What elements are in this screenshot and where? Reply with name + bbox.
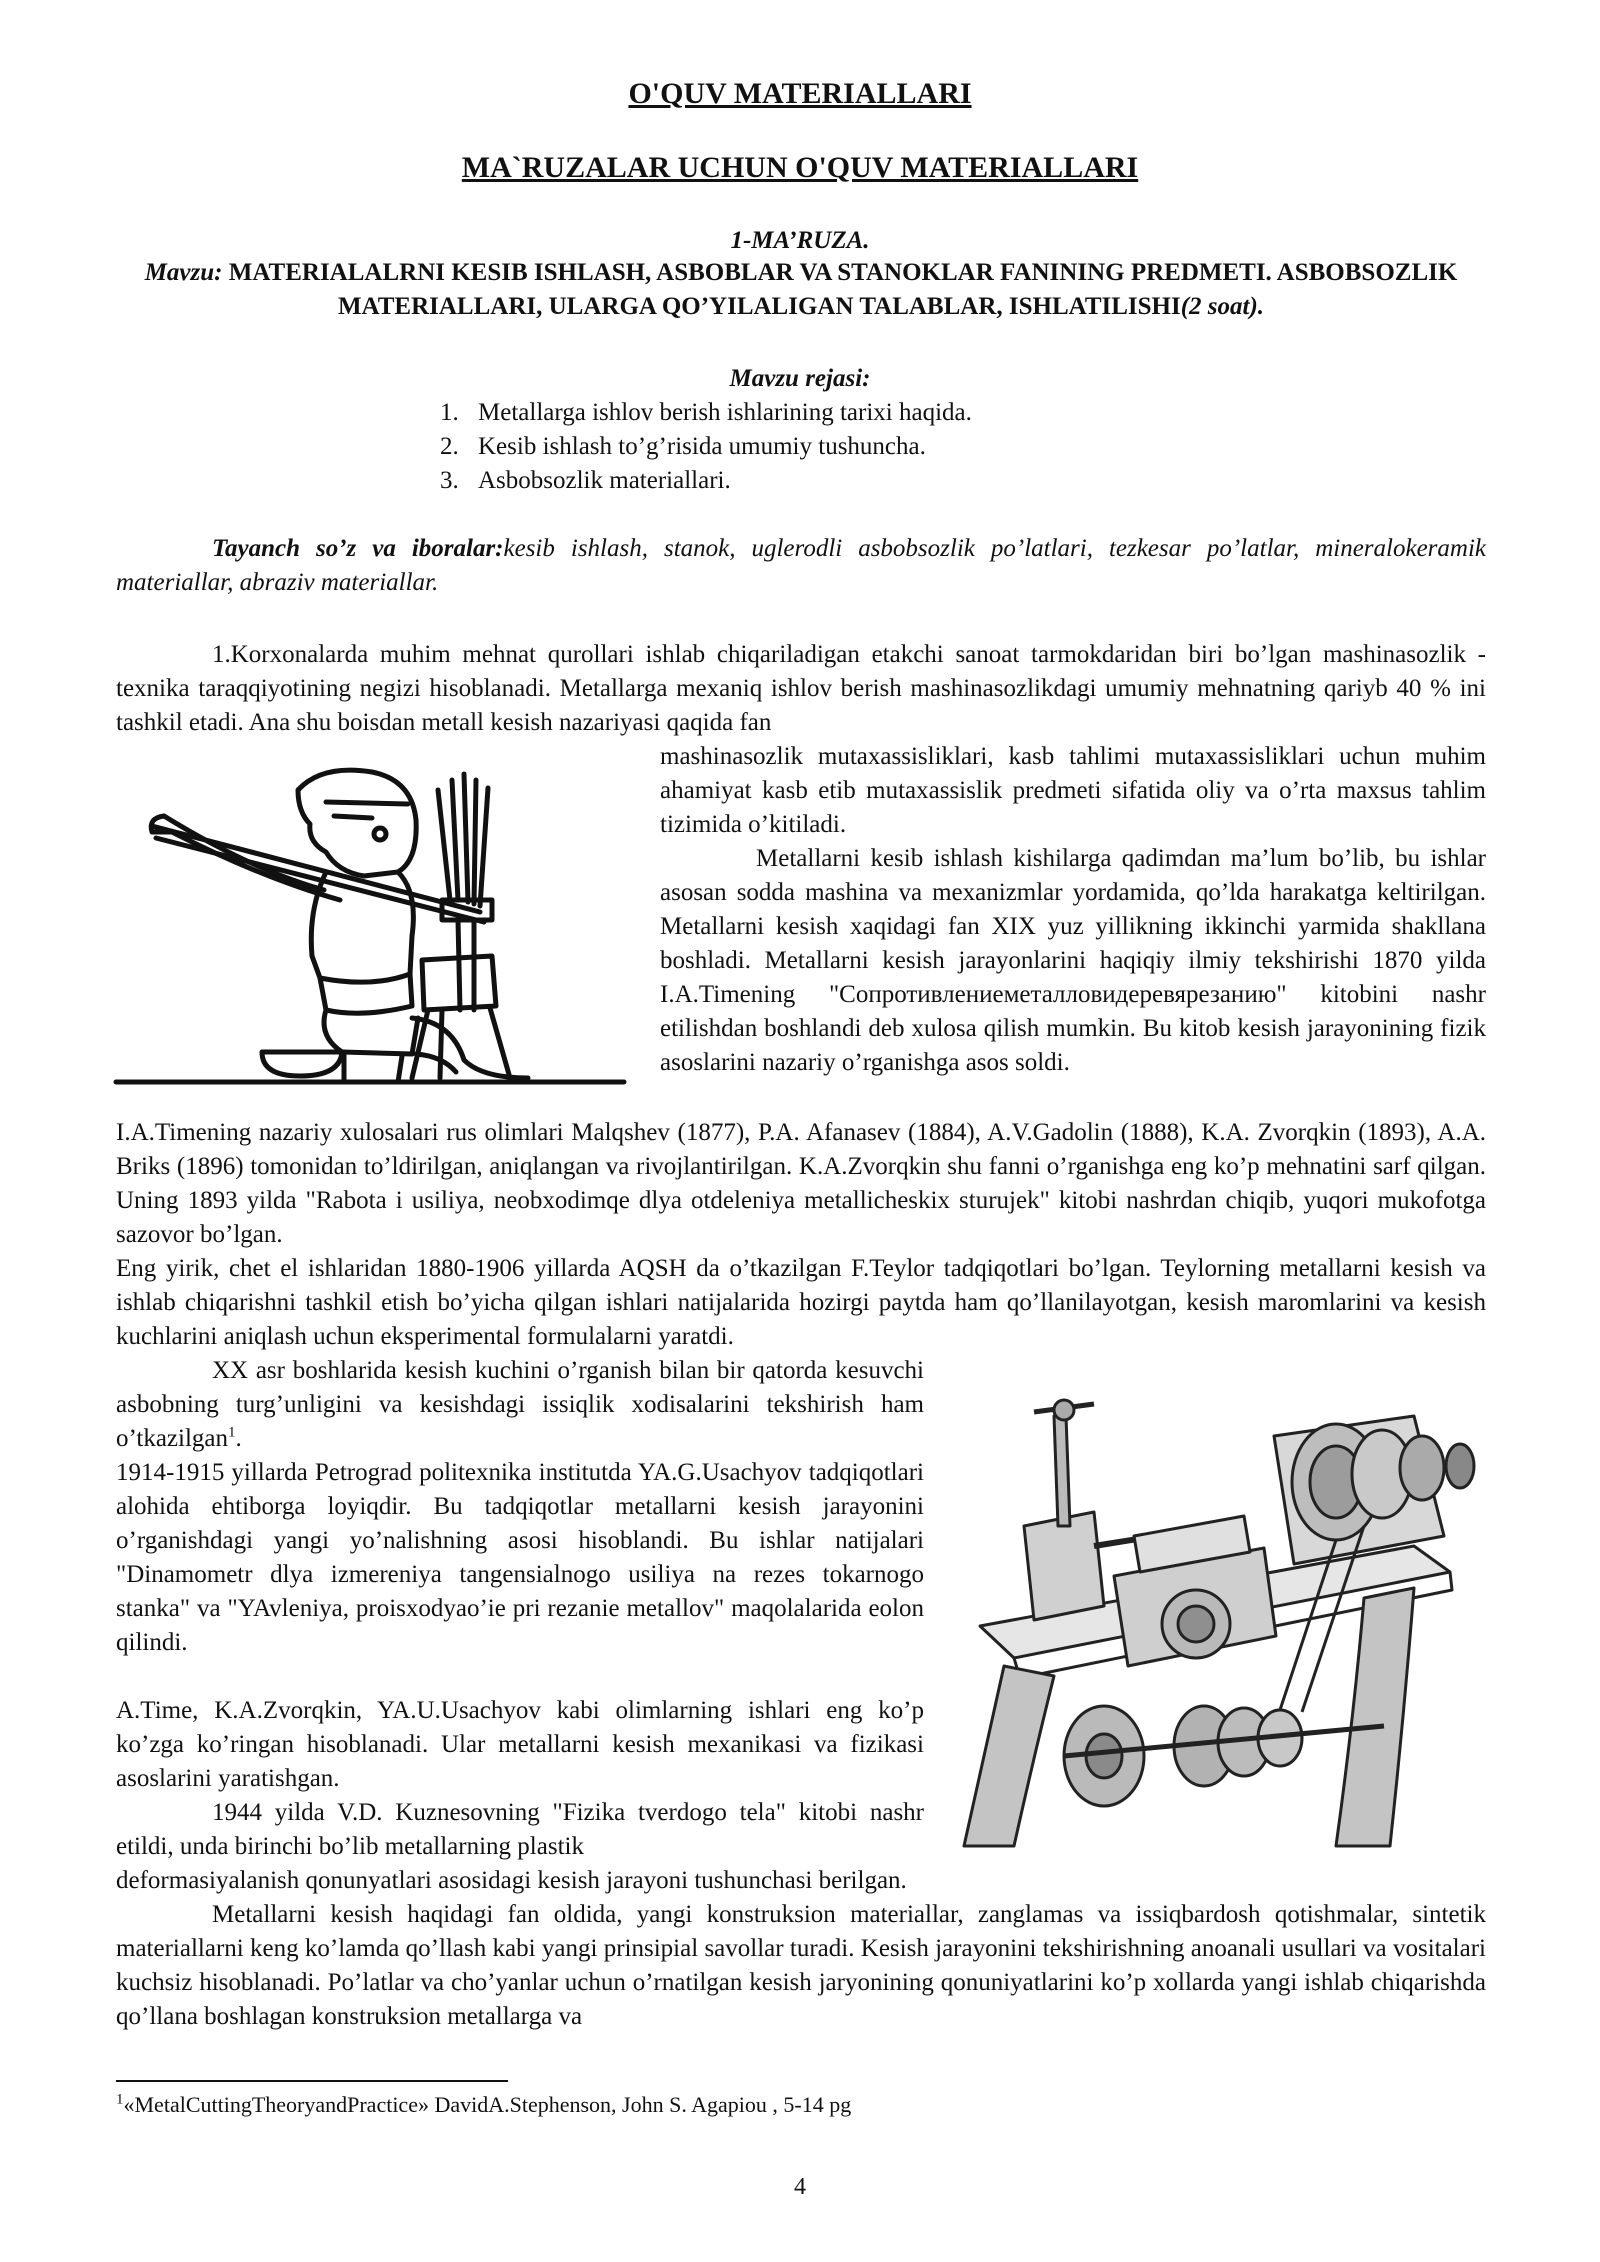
paragraph-7-side: 1944 yilda V.D. Kuznesovning "Fizika tverdogo tela" kitobi nashr etildi, unda birinchi bo’lib metallarning plastik bbox=[116, 1799, 924, 1860]
topic-text: MATERIALALRNI KESIB ISHLASH, ASBOBLAR VA STANOKLAR FANINING PREDMETI. ASBOBSOZLIK MATERIALLARI, ULARGA QO’YILALIGAN TALABLAR, ISHLATILISHI bbox=[222, 259, 1458, 320]
plan-item-text: Kesib ishlash to’g’risida umumiy tushuncha. bbox=[478, 433, 926, 460]
section-title: MA`RUZALAR UCHUN O'QUV MATERIALLARI bbox=[461, 151, 1139, 184]
lecture-topic bbox=[116, 256, 1486, 324]
plan-item bbox=[440, 430, 972, 464]
paragraph-8: Metallarni kesish haqidagi fan oldida, yangi konstruksion materiallar, zanglamas va issiqbardosh qotishmalar, sintetik materiallarni keng ko’lamda qo’llash kabi yangi prinsipial savollar turadi. Kesish jarayonini tekshirishning anoanali usullari va vositalari kuchsiz hisoblanadi. Po’latlar va cho’yanlar uchun o’rnatilgan kesish jaryonining qonuniyatlarini ko’p xollarda yangi ishlab chiqarishda qo’llana boshlagan konstruksion metallarga va bbox=[116, 1901, 1486, 2030]
footnote-mark: 1 bbox=[116, 2091, 124, 2108]
paragraph-4 bbox=[116, 1354, 924, 1456]
paragraph-3: Eng yirik, chet el ishlaridan 1880-1906 yillarda AQSH da o’tkazilgan F.Teylor tadqiqotlari bo’lgan. Teylorning metallarni kesish va ishlab chiqarishni tashkil etish bo’yicha qilgan ishlari natijalarida hozirgi paytda ham qo’llanilayotgan, kesish maromlarini va kesish kuchlarini aniqlash uchun eksperimental formulalarni yaratdi. bbox=[116, 1255, 1486, 1350]
keywords bbox=[116, 532, 1486, 600]
ancient-drilling-figure bbox=[112, 760, 632, 1090]
page-number: 4 bbox=[794, 2174, 806, 2200]
topic-hours: (2 soat). bbox=[1180, 293, 1265, 320]
topic-label: Mavzu: bbox=[144, 259, 223, 286]
topic-hours-paren bbox=[1181, 293, 1264, 320]
footnote-ref: 1 bbox=[228, 1424, 236, 1441]
plan-list bbox=[440, 396, 972, 498]
plan-item bbox=[440, 396, 972, 430]
lecture-number: 1-MA’RUZA. bbox=[730, 227, 870, 254]
footnote-text: «MetalCuttingTheoryandPractice» DavidA.Stephenson, John S. Agapiou , 5-14 pg bbox=[123, 2092, 852, 2117]
paragraph-7: deformasiyalanish qonunyatlari asosidagi kesish jarayoni tushunchasi berilgan. bbox=[116, 1867, 907, 1894]
footnote-divider bbox=[116, 2080, 508, 2082]
paragraph-2: I.A.Timening nazariy xulosalari rus olimlari Malqshev (1877), P.A. Afanasev (1884), A.V.Gadolin (1888), K.A. Zvorqkin (1893), A.A. Briks (1896) tomonidan to’ldirilgan, aniqlangan va rivojlantirilgan. K.A.Zvorqkin shu fanni o’rganishga eng ko’p mehnatini sarf qilgan. Uning 1893 yilda "Rabota i usiliya, neobxodimqe dlya otdeleniya metallicheskix sturujek" kitobi nashrdan chiqib, yuqori mukofotga sazovor bo’lgan. bbox=[116, 1119, 1486, 1248]
plan-item bbox=[440, 464, 972, 498]
paragraph-2-side: Metallarni kesib ishlash kishilarga qadimdan ma’lum bo’lib, bu ishlar asosan sodda mashina va mexanizmlar yordamida, qo’lda harakatga keltirilgan. Metallarni kesish xaqidagi fan XIX yuz yillikning ikkinchi yarmida shakllana boshladi. Metallarni kesish jarayonlarini haqiqiy ilmiy tekshirishi 1870 yilda I.A.Timening "Сопротивлениеметалловидеревярезанию" kitobini nashr etilishdan boshlandi deb xulosa qilish mumkin. Bu kitob kesish jarayonining fizik asoslarini nazariy o’rganishga asos soldi. bbox=[660, 845, 1486, 1076]
plan-item-number: 1. bbox=[440, 399, 459, 426]
keywords-label: Tayanch so’z va iboralar: bbox=[212, 535, 504, 562]
paragraph-4-end: . bbox=[235, 1425, 242, 1452]
paragraph-5: 1914-1915 yillarda Petrograd politexnika institutda YA.G.Usachyov tadqiqotlari alohida ehtiborga loyiqdir. Bu tadqiqotlar metallarni kesish jarayonini o’rganishdagi yangi yo’nalishning asosi hisoblandi. Bu ishlar natijalari "Dinamometr dlya izmereniya tangensialnogo usiliya na rezes tokarnogo stanka" va "YAvleniya, proisxodyao’ie pri rezanie metallov" maqolalarida eolon qilindi. bbox=[116, 1459, 924, 1656]
paragraph-1-continued: mashinasozlik mutaxassisliklari, kasb tahlimi mutaxassisliklari uchun muhim ahamiyat kasb etib mutaxassislik predmeti sifatida oliy va o’rta maxsus tahlim tizimida o’kitiladi. bbox=[660, 743, 1486, 838]
paragraph-6: A.Time, K.A.Zvorqkin, YA.U.Usachyov kabi olimlarning ishlari eng ko’p ko’zga ko’ringan hisoblanadi. Ular metallarni kesish mexanikasi va fizikasi asoslarini yaratishgan. bbox=[116, 1697, 924, 1792]
main-title: O'QUV MATERIALLARI bbox=[628, 77, 972, 110]
keywords-text: kesib ishlash, stanok, uglerodli asbobsozlik po’latlari, tezkesar po’latlar, mineralokeramik materiallar, abraziv materiallar. bbox=[116, 535, 1487, 596]
paragraph-4-text: XX asr boshlarida kesish kuchini o’rganish bilan bir qatorda kesuvchi asbobning turg’unligini va kesishdagi issiqlik xodisalarini tekshirish ham o’tkazilgan bbox=[116, 1357, 924, 1452]
plan-item-text: Asbobsozlik materiallari. bbox=[478, 467, 731, 494]
plan-item-number: 3. bbox=[440, 467, 459, 494]
plan-item-number: 2. bbox=[440, 433, 459, 460]
paragraph-1: 1.Korxonalarda muhim mehnat qurollari ishlab chiqariladigan etakchi sanoat tarmokdaridan biri bo’lgan mashinasozlik - texnika taraqqiyotining negizi hisoblanadi. Metallarga mexaniq ishlov berish mashinasozlikdagi umumiy mehnatning qariyb 40 % ini tashkil etadi. Ana shu boisdan metall kesish nazariyasi qaqida fan bbox=[116, 641, 1486, 736]
plan-title: Mavzu rejasi: bbox=[729, 365, 871, 392]
plan-item-text: Metallarga ishlov berish ishlarining tarixi haqida. bbox=[478, 399, 972, 426]
footnote bbox=[116, 2088, 851, 2122]
lathe-machine-illustration bbox=[944, 1376, 1484, 1866]
